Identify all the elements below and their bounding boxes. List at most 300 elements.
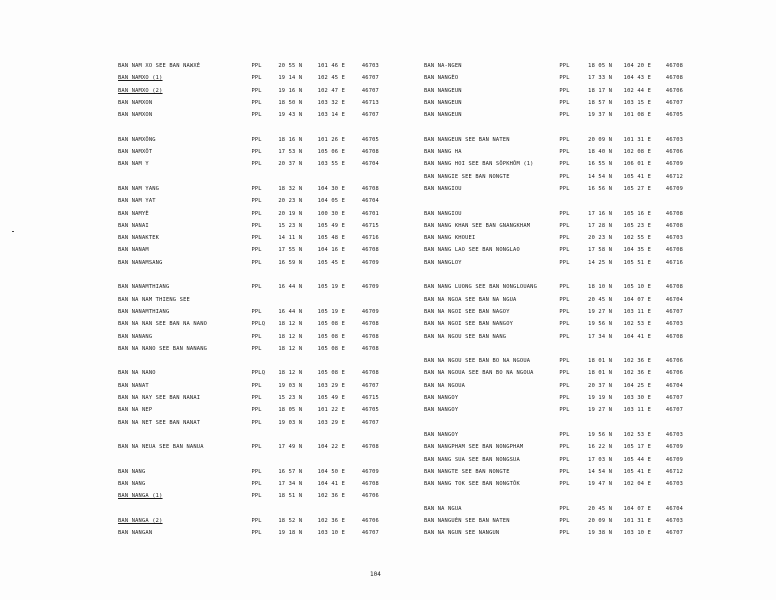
entry-lon: 102 45 E xyxy=(317,75,346,82)
entry-lon: 102 36 E xyxy=(317,517,346,524)
gazetteer-entry xyxy=(118,146,379,158)
entry-map: 46707 xyxy=(665,407,684,414)
entry-map: 46708 xyxy=(665,333,684,340)
entry-name: BAN NANGUÈN SEE BAN NATEN xyxy=(424,517,510,524)
entry-name: BAN NANG KHOUEI xyxy=(424,235,476,242)
entry-cls: PPL xyxy=(251,333,262,340)
entry-cls: PPL xyxy=(559,481,570,488)
entry-lat: 19 03 N xyxy=(278,382,303,389)
section-gap xyxy=(118,355,376,367)
entry-lon: 104 50 E xyxy=(317,468,346,475)
gazetteer-entry xyxy=(424,331,683,343)
entry-name: BAN NA NGUA xyxy=(424,505,462,512)
entry-map: 46708 xyxy=(665,284,684,291)
entry-name: BAN NANG HA xyxy=(424,149,462,156)
entry-lat: 14 11 N xyxy=(278,235,303,242)
section-gap xyxy=(424,343,694,355)
entry-lon: 104 07 E xyxy=(623,296,652,303)
entry-map: 46709 xyxy=(361,284,379,291)
entry-lat: 19 27 N xyxy=(588,407,613,414)
entry-name: BAN NAMXO (2) xyxy=(118,87,163,94)
entry-map: 46708 xyxy=(665,247,684,254)
gazetteer-entry xyxy=(424,355,683,367)
entry-cls: PPL xyxy=(559,308,570,315)
entry-map: 46703 xyxy=(665,481,684,488)
entry-lat: 14 25 N xyxy=(588,259,613,266)
entry-lat: 15 23 N xyxy=(278,395,303,402)
entry-name: BAN NA NGUN SEE NANGUN xyxy=(424,530,500,537)
entry-cls: PPL xyxy=(559,87,570,94)
entry-lon: 105 10 E xyxy=(623,284,652,291)
entry-name: BAN NA NGOA SEE BAN NA NGUA xyxy=(424,296,517,303)
entry-lon: 101 31 E xyxy=(623,517,652,524)
entry-lat: 18 12 N xyxy=(278,370,303,377)
entry-cls: PPL xyxy=(251,419,262,426)
entry-lat: 16 55 N xyxy=(588,161,613,168)
entry-name: BAN NAMXON xyxy=(118,99,153,106)
entry-map: 46703 xyxy=(665,321,684,328)
section-gap xyxy=(424,417,694,429)
entry-lon: 104 35 E xyxy=(623,247,652,254)
entry-name: BAN NANG xyxy=(118,468,146,475)
entry-name: BAN NANGOY xyxy=(424,431,459,438)
entry-map: 46701 xyxy=(361,210,379,217)
entry-cls: PPL xyxy=(559,210,570,217)
section-gap xyxy=(424,269,694,281)
entry-map: 46715 xyxy=(361,222,379,229)
entry-name: BAN NANGEUN xyxy=(424,112,462,119)
gazetteer-entry xyxy=(424,281,683,293)
entry-map: 46708 xyxy=(665,63,684,69)
entry-lat: 17 53 N xyxy=(278,149,303,156)
entry-lon: 102 44 E xyxy=(623,87,652,94)
entry-cls: PPL xyxy=(251,247,262,254)
gazetteer-entry xyxy=(424,294,683,306)
entry-lon: 102 04 E xyxy=(623,481,652,488)
entry-cls: PPL xyxy=(559,456,570,463)
entry-map: 46706 xyxy=(665,370,684,377)
entry-map: 46703 xyxy=(665,235,684,242)
entry-map: 46705 xyxy=(665,112,684,119)
entry-lat: 18 05 N xyxy=(278,407,303,414)
entry-lon: 105 19 E xyxy=(317,284,346,291)
entry-cls: PPL xyxy=(559,112,570,119)
entry-map: 46707 xyxy=(361,75,379,82)
section-gap xyxy=(424,195,694,207)
entry-cls: PPL xyxy=(559,444,570,451)
entry-name: BAN NANG LAO SEE BAN NONGLAO xyxy=(424,247,520,254)
entry-lon: 102 53 E xyxy=(623,431,652,438)
entry-lon: 101 22 E xyxy=(317,407,346,414)
entry-cls: PPL xyxy=(251,259,262,266)
gazetteer-entry xyxy=(424,380,683,392)
entry-cls: PPL xyxy=(251,99,262,106)
entry-map: 46703 xyxy=(665,136,684,143)
entry-map: 46706 xyxy=(361,493,379,500)
entry-lon: 102 53 E xyxy=(623,321,652,328)
entry-name: BAN NA NANO SEE BAN NANANG xyxy=(118,345,208,352)
entry-cls: PPLQ xyxy=(251,370,266,377)
gazetteer-entry xyxy=(118,306,379,318)
entry-lat: 17 16 N xyxy=(588,210,613,217)
entry-cls: PPL xyxy=(251,468,262,475)
scan-speck xyxy=(12,231,14,232)
entry-name: BAN NAMYÈ xyxy=(118,210,149,217)
entry-lon: 102 36 E xyxy=(623,358,652,365)
gazetteer-entry xyxy=(118,244,379,256)
gazetteer-entry xyxy=(118,220,379,232)
entry-lon: 104 07 E xyxy=(623,505,652,512)
entry-cls: PPL xyxy=(251,284,262,291)
entry-lat: 19 27 N xyxy=(588,308,613,315)
entry-map: 46709 xyxy=(361,468,379,475)
entry-name: BAN NAM YANG xyxy=(118,185,160,192)
entry-lat: 18 01 N xyxy=(588,358,613,365)
gazetteer-entry xyxy=(424,171,683,183)
entry-lat: 19 03 N xyxy=(278,419,303,426)
entry-lat: 16 59 N xyxy=(278,259,303,266)
entry-map: 46707 xyxy=(665,530,684,537)
gazetteer-entry xyxy=(118,404,379,416)
entry-name: BAN NANGÈO xyxy=(424,75,459,82)
entry-map: 46704 xyxy=(361,198,379,205)
entry-map: 46706 xyxy=(665,358,684,365)
gazetteer-entry xyxy=(118,232,379,244)
entry-cls: PPL xyxy=(251,308,262,315)
entry-cls: PPL xyxy=(251,136,262,143)
entry-lon: 104 41 E xyxy=(623,333,652,340)
entry-name: BAN NANGA (2) xyxy=(118,517,163,524)
gazetteer-entry xyxy=(118,60,379,72)
entry-map: 46706 xyxy=(665,87,684,94)
entry-lat: 18 16 N xyxy=(278,136,303,143)
entry-lon: 105 27 E xyxy=(623,185,652,192)
entry-map: 46707 xyxy=(665,395,684,402)
entry-cls: PPL xyxy=(559,505,570,512)
gazetteer-entry xyxy=(118,417,379,429)
entry-cls: PPL xyxy=(559,259,570,266)
entry-lon: 103 29 E xyxy=(317,382,346,389)
entry-lat: 18 12 N xyxy=(278,345,303,352)
entry-name: BAN NANAMSANG xyxy=(118,259,163,266)
entry-lon: 103 11 E xyxy=(623,407,652,414)
entry-lat: 20 45 N xyxy=(588,296,613,303)
gazetteer-entry xyxy=(118,478,379,490)
entry-lon: 105 49 E xyxy=(317,395,346,402)
entry-name: BAN NAM YAT xyxy=(118,198,156,205)
section-gap xyxy=(118,171,376,183)
entry-name: BAN NANGIOU xyxy=(424,185,462,192)
entry-name: BAN NANGEUN xyxy=(424,87,462,94)
gazetteer-entry xyxy=(118,109,379,121)
entry-lat: 15 23 N xyxy=(278,222,303,229)
entry-cls: PPL xyxy=(251,75,262,82)
entry-cls: PPL xyxy=(559,370,570,377)
entry-map: 46709 xyxy=(361,259,379,266)
entry-name: BAN NANG HOI SEE BAN SÔPKHÔM (1) xyxy=(424,161,534,168)
gazetteer-entry xyxy=(118,343,379,355)
entry-lon: 104 05 E xyxy=(317,198,346,205)
entry-name: BAN NANG LUONG SEE BAN NONGLOUANG xyxy=(424,284,538,291)
section-gap xyxy=(424,490,694,502)
gazetteer-entry xyxy=(424,527,683,539)
entry-cls: PPL xyxy=(251,235,262,242)
entry-cls: PPL xyxy=(251,481,262,488)
entry-lat: 17 33 N xyxy=(588,75,613,82)
entry-map: 46708 xyxy=(665,222,684,229)
gazetteer-entry xyxy=(424,515,683,527)
entry-name: BAN NANGIOU xyxy=(424,210,462,217)
entry-name: BAN NA NGOUA xyxy=(424,382,466,389)
entry-name: BAN NAM XO SEE BAN NAWXÉ xyxy=(118,63,201,69)
gazetteer-entry xyxy=(424,158,683,170)
gazetteer-entry xyxy=(424,478,683,490)
entry-lat: 20 09 N xyxy=(588,517,613,524)
entry-lon: 105 17 E xyxy=(623,444,652,451)
entry-lon: 103 10 E xyxy=(317,530,346,537)
entry-cls: PPL xyxy=(559,321,570,328)
gazetteer-entry xyxy=(424,220,683,232)
entry-cls: PPL xyxy=(559,284,570,291)
entry-cls: PPL xyxy=(559,161,570,168)
entry-cls: PPL xyxy=(251,161,262,168)
gazetteer-entry xyxy=(424,306,683,318)
entry-map: 46715 xyxy=(361,395,379,402)
entry-lat: 16 57 N xyxy=(278,468,303,475)
entry-lon: 105 41 E xyxy=(623,468,652,475)
entry-lat: 19 47 N xyxy=(588,481,613,488)
entry-lon: 105 16 E xyxy=(623,210,652,217)
entry-cls: PPL xyxy=(251,530,262,537)
entry-name: BAN NA NGOI SEE BAN NAGOY xyxy=(424,308,510,315)
entry-lon: 104 30 E xyxy=(317,185,346,192)
gazetteer-entry xyxy=(118,527,379,539)
entry-map: 46707 xyxy=(361,112,379,119)
gazetteer-entry xyxy=(118,441,379,453)
entry-map: 46707 xyxy=(361,87,379,94)
entry-cls: PPL xyxy=(251,345,262,352)
entry-cls: PPL xyxy=(251,517,262,524)
gazetteer-entry xyxy=(118,380,379,392)
gazetteer-entry xyxy=(118,158,379,170)
entry-name: BAN NA NGOU SEE BAN NANG xyxy=(424,333,507,340)
entry-map: 46712 xyxy=(665,468,684,475)
section-gap xyxy=(424,121,694,133)
entry-lat: 18 05 N xyxy=(588,63,613,69)
entry-lon: 105 41 E xyxy=(623,173,652,180)
entry-cls: PPL xyxy=(559,75,570,82)
entry-lon: 105 19 E xyxy=(317,308,346,315)
entry-map: 46708 xyxy=(361,185,379,192)
entry-name: BAN NAMXO (1) xyxy=(118,75,163,82)
gazetteer-entry xyxy=(424,454,683,466)
entry-name: BAN NANGAN xyxy=(118,530,153,537)
entry-name: BAN NANANG xyxy=(118,333,153,340)
gazetteer-entry xyxy=(118,392,379,404)
entry-name: BAN NANGIE SEE BAN NONGTE xyxy=(424,173,510,180)
entry-lat: 20 55 N xyxy=(278,63,303,69)
gazetteer-entry xyxy=(118,72,379,84)
entry-name: BAN NANGPHAM SEE BAN NONGPHAM xyxy=(424,444,524,451)
entry-map: 46703 xyxy=(665,431,684,438)
entry-map: 46707 xyxy=(361,382,379,389)
gazetteer-entry xyxy=(424,183,683,195)
entry-lat: 14 54 N xyxy=(588,468,613,475)
entry-lon: 104 25 E xyxy=(623,382,652,389)
section-gap xyxy=(118,429,376,441)
entry-name: BAN NANGEUN xyxy=(424,99,462,106)
entry-map: 46706 xyxy=(665,149,684,156)
entry-name: BAN NANAT xyxy=(118,382,149,389)
gazetteer-entry xyxy=(424,503,683,515)
entry-lon: 105 08 E xyxy=(317,333,346,340)
entry-lon: 104 20 E xyxy=(623,63,652,69)
entry-map: 46708 xyxy=(361,149,379,156)
gazetteer-entry xyxy=(118,318,379,330)
entry-cls: PPL xyxy=(559,517,570,524)
entry-lat: 17 34 N xyxy=(278,481,303,488)
entry-lat: 19 14 N xyxy=(278,75,303,82)
section-gap xyxy=(118,503,376,515)
gazetteer-entry xyxy=(424,318,683,330)
entry-cls: PPL xyxy=(251,382,262,389)
entry-cls: PPL xyxy=(559,185,570,192)
entry-lat: 20 23 N xyxy=(588,235,613,242)
gazetteer-entry xyxy=(118,85,379,97)
entry-cls: PPL xyxy=(559,222,570,229)
entry-cls: PPL xyxy=(251,185,262,192)
entry-lat: 16 22 N xyxy=(588,444,613,451)
entry-lon: 104 41 E xyxy=(317,481,346,488)
entry-lon: 105 06 E xyxy=(317,149,346,156)
entry-map: 46708 xyxy=(361,370,379,377)
entry-lon: 105 45 E xyxy=(317,259,346,266)
gazetteer-entry xyxy=(424,72,683,84)
entry-map: 46708 xyxy=(665,210,684,217)
entry-map: 46708 xyxy=(361,247,379,254)
entry-cls: PPL xyxy=(559,247,570,254)
gazetteer-entry xyxy=(118,208,379,220)
entry-lat: 18 17 N xyxy=(588,87,613,94)
entry-name: BAN NAM Y xyxy=(118,161,149,168)
entry-lon: 101 31 E xyxy=(623,136,652,143)
entry-cls: PPL xyxy=(559,468,570,475)
entry-lat: 19 19 N xyxy=(588,395,613,402)
entry-cls: PPL xyxy=(559,530,570,537)
entry-map: 46704 xyxy=(665,382,684,389)
entry-lon: 102 08 E xyxy=(623,149,652,156)
gazetteer-entry xyxy=(118,281,379,293)
entry-lat: 17 55 N xyxy=(278,247,303,254)
entry-cls: PPL xyxy=(251,222,262,229)
entry-name: BAN NA NAY SEE BAN NANAI xyxy=(118,395,201,402)
gazetteer-entry xyxy=(118,294,366,306)
gazetteer-entry xyxy=(424,134,683,146)
entry-lon: 106 01 E xyxy=(623,161,652,168)
entry-cls: PPL xyxy=(559,296,570,303)
gazetteer-entry xyxy=(424,257,683,269)
entry-lon: 102 55 E xyxy=(623,235,652,242)
entry-name: BAN NA NAM THIENG SEE xyxy=(118,296,190,303)
entry-map: 46707 xyxy=(361,530,379,537)
entry-lat: 17 03 N xyxy=(588,456,613,463)
entry-name: BAN NANGOY xyxy=(424,407,459,414)
entry-lat: 18 52 N xyxy=(278,517,303,524)
entry-map: 46708 xyxy=(361,321,379,328)
entry-cls: PPL xyxy=(559,358,570,365)
entry-name: BAN NANGOY xyxy=(424,395,459,402)
section-gap xyxy=(118,454,376,466)
entry-cls: PPL xyxy=(251,395,262,402)
entry-name: BAN NA NGOI SEE BAN NANGOY xyxy=(424,321,514,328)
entry-name: BAN NA NEUA SEE BAN NANUA xyxy=(118,444,204,451)
entry-lat: 19 56 N xyxy=(588,431,613,438)
entry-lon: 102 36 E xyxy=(623,370,652,377)
entry-lon: 104 43 E xyxy=(623,75,652,82)
entry-map: 46705 xyxy=(361,136,379,143)
entry-lat: 18 51 N xyxy=(278,493,303,500)
gazetteer-entry xyxy=(424,244,683,256)
gazetteer-entry xyxy=(118,134,379,146)
entry-lat: 20 19 N xyxy=(278,210,303,217)
gazetteer-entry xyxy=(118,97,379,109)
entry-lat: 20 37 N xyxy=(278,161,303,168)
entry-lat: 20 37 N xyxy=(588,382,613,389)
entry-cls: PPL xyxy=(559,173,570,180)
entry-lat: 16 44 N xyxy=(278,308,303,315)
entry-lon: 105 08 E xyxy=(317,321,346,328)
entry-lat: 19 18 N xyxy=(278,530,303,537)
entry-map: 46716 xyxy=(665,259,684,266)
gazetteer-entry xyxy=(424,367,683,379)
entry-cls: PPL xyxy=(559,63,570,69)
entry-cls: PPLQ xyxy=(251,321,266,328)
entry-lat: 18 12 N xyxy=(278,321,303,328)
entry-lon: 103 30 E xyxy=(623,395,652,402)
entry-lon: 103 29 E xyxy=(317,419,346,426)
gazetteer-entry xyxy=(424,146,683,158)
page-number: 104 xyxy=(370,571,381,578)
entry-lat: 20 45 N xyxy=(588,505,613,512)
entry-lon: 105 23 E xyxy=(623,222,652,229)
gazetteer-entry xyxy=(118,195,379,207)
entry-map: 46704 xyxy=(361,161,379,168)
entry-lat: 17 34 N xyxy=(588,333,613,340)
entry-cls: PPL xyxy=(251,87,262,94)
entry-lat: 20 09 N xyxy=(588,136,613,143)
gazetteer-entry xyxy=(118,466,379,478)
entry-name: BAN NA NANO xyxy=(118,370,156,377)
entry-lat: 18 57 N xyxy=(588,99,613,106)
entry-lat: 18 10 N xyxy=(588,284,613,291)
entry-map: 46713 xyxy=(361,99,379,106)
entry-name: BAN NAMXÔT xyxy=(118,149,153,156)
entry-lon: 105 08 E xyxy=(317,345,346,352)
gazetteer-entry xyxy=(118,367,379,379)
entry-lat: 18 12 N xyxy=(278,333,303,340)
entry-cls: PPL xyxy=(251,198,262,205)
entry-map: 46709 xyxy=(361,308,379,315)
entry-cls: PPL xyxy=(559,99,570,106)
entry-cls: PPL xyxy=(251,149,262,156)
entry-map: 46708 xyxy=(361,481,379,488)
entry-map: 46708 xyxy=(361,444,379,451)
entry-cls: PPL xyxy=(251,444,262,451)
entry-lon: 101 26 E xyxy=(317,136,346,143)
right-column xyxy=(424,60,694,540)
entry-map: 46704 xyxy=(665,296,684,303)
entry-map: 46716 xyxy=(361,235,379,242)
